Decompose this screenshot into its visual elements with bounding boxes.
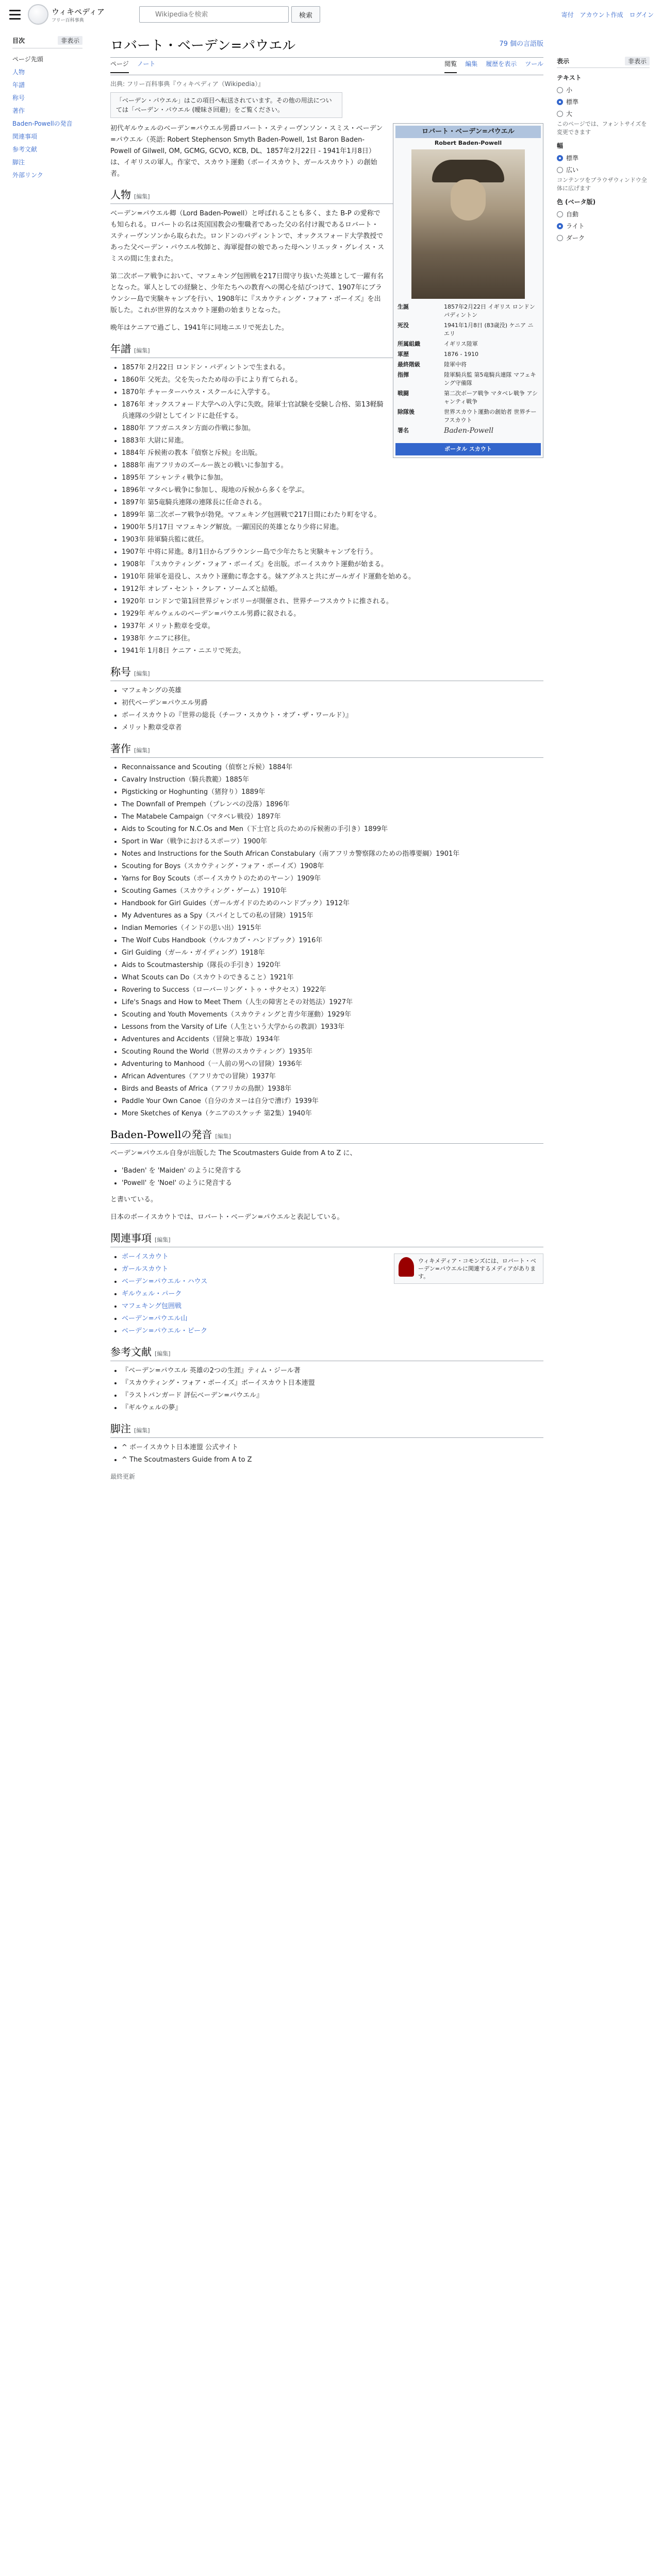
radio-icon [557,211,563,217]
color-auto-radio[interactable] [557,208,650,220]
text-size-small-radio[interactable] [557,84,650,96]
toc-item[interactable]: 外部リンク [12,172,43,179]
section-heading-related [110,1232,543,1247]
appearance-header [557,57,650,68]
list-item: • 1920年 ロンドンで第1回世界ジャンボリーが開催され、世界チーフスカウトに推される。 [122,596,543,607]
list-item: • Scouting Round the World（世界のスカウティング）1935年 [122,1046,543,1058]
list-item-link[interactable]: ボーイスカウト [122,1253,169,1261]
heading-text: 参考文献 [110,1346,152,1358]
toc-item[interactable]: 年譜 [12,81,25,89]
infobox-value: 第二次ボーア戦争 マタベレ戦争 アシャンティ戦争 [444,390,538,405]
color-label: 色 (ベータ版) [557,198,596,206]
infobox-key: 最終階級 [398,361,420,368]
infobox [393,123,543,458]
list-item: • 1941年 1月8日 ケニア・ニエリで死去。 [122,646,543,657]
radio-icon [557,99,563,105]
list-item: • 1903年 陸軍騎兵監に就任。 [122,534,543,546]
signature: Baden-Powell [444,427,494,435]
edit-section-link[interactable]: [編集] [155,1236,171,1243]
create-account-link[interactable]: アカウント作成 [580,11,623,19]
list-item: • 1897年 第5竜騎兵連隊の連隊長に任命される。 [122,497,543,509]
list-item: • 1876年 オックスフォード大学への入学に失敗。陸軍士官試験を受験し合格、第13軽騎兵連隊の少尉としてインドに赴任する。 [122,399,543,422]
heading-text: 称号 [110,666,131,678]
main-menu-button[interactable] [8,7,22,21]
paragraph: 日本のボーイスカウトでは、ロバート・ベーデン=パウエルと表記している。 [110,1213,344,1221]
toc-item[interactable]: ページ先頭 [12,56,43,63]
login-link[interactable]: ログイン [629,11,654,19]
edit-section-link[interactable]: [編集] [155,1350,171,1357]
list-item: • 1870年 チャーターハウス・スクールに入学する。 [122,387,543,398]
heading-text: 脚注 [110,1422,131,1435]
radio-label: 広い [566,166,579,174]
color-dark-radio[interactable] [557,232,650,244]
radio-icon [557,223,563,229]
list-item: • Girl Guiding（ガール・ガイディング）1918年 [122,947,543,959]
main-content [110,29,543,1482]
list-item: • 1880年 アフガニスタン方面の作戦に参加。 [122,423,543,434]
list-item: • Lessons from the Varsity of Life（人生という大学からの教訓）1933年 [122,1022,543,1033]
infobox-key: 指揮 [398,371,409,378]
commons-logo-icon [399,1257,414,1277]
color-light-radio[interactable] [557,220,650,232]
radio-icon [557,167,563,173]
infobox-key: 署名 [398,427,409,434]
list-item: • What Scouts can Do（スカウトのできること）1921年 [122,972,543,984]
page-tabs [110,58,543,75]
width-standard-radio[interactable] [557,152,650,164]
toc-item[interactable]: 称号 [12,94,25,101]
paragraph: 第二次ボーア戦争において、マフェキング包囲戦を217日間守り抜いた英雄として一躍有名となった。軍人としての経験と、少年たちへの教育への関心を結びつけて、1907年にブラウンシー島で実験キャンプを行い、1908年に『スカウティング・フォア・ボーイズ』を出版した。これが世界的なスカウト運動の始まりとなった。 [110,273,384,314]
section-heading-references [110,1346,543,1361]
infobox-row [395,360,541,370]
list-item: • 1910年 陸軍を退役し、スカウト運動に専念する。妹アグネスと共にガールガイド運動を始める。 [122,571,543,583]
toc-title: 目次 [12,37,25,44]
toc-item[interactable]: 人物 [12,69,25,76]
list-item: • My Adventures as a Spy（スパイとしての私の冒険）1915年 [122,910,543,922]
list-item [122,1289,543,1300]
list-item: • 1860年 父死去。父を失ったため母の手により育てられる。 [122,375,543,386]
list-item: • 『スカウティング・フォア・ボーイズ』ボーイスカウト日本連盟 [122,1378,543,1389]
toc-item[interactable]: 脚注 [12,159,25,166]
list-item-link[interactable]: ガールスカウト [122,1265,169,1273]
infobox-value: イギリス陸軍 [444,341,478,347]
list-item: • 1857年 2月22日 ロンドン・パディントンで生まれる。 [122,362,543,374]
list-item: • 1900年 5月17日 マフェキング解放。一躍国民的英雄となり少将に昇進。 [122,522,543,533]
paragraph: ベーデン=パウエル自身が出版した The Scoutmasters Guide from A to Z に、 [110,1149,357,1157]
language-button[interactable]: 79 個の言語版 [499,40,543,48]
list-item: • Scouting Games（スカウティング・ゲーム）1910年 [122,886,543,897]
infobox-title: ロバート・ベーデン=パウエル [395,126,541,138]
works-list [122,762,543,1120]
heading-text: 著作 [110,742,131,755]
infobox-row [395,349,541,360]
list-item: • 1883年 大尉に昇進。 [122,435,543,447]
hatnote: 「ベーデン・パウエル」はこの項目へ転送されています。その他の用法については「ベーデン・パウエル (曖昧さ回避)」をご覧ください。 [110,92,342,118]
infobox-value: 1941年1月8日 (83歳没) ケニア ニエリ [444,322,534,337]
text-size-large-radio[interactable] [557,108,650,120]
infobox-value: 陸軍中将 [444,361,467,368]
list-item: • メリット勲章受章者 [122,722,543,734]
list-item: • African Adventures（アフリカでの冒険）1937年 [122,1071,543,1082]
page-title: ロバート・ベーデン=パウエル [110,29,543,58]
list-item: • Reconnaissance and Scouting（偵察と斥候）1884年 [122,762,543,773]
radio-icon [557,87,563,93]
heading-text: Baden-Powellの発音 [110,1128,212,1141]
logo-wordmark[interactable]: ウィキペディア [52,7,105,16]
list-item: • 1907年 中将に昇進。8月1日からブラウンシー島で少年たちと実験キャンプを行う。 [122,547,543,558]
list-item: • Yarns for Boy Scouts（ボーイスカウトのためのヤーン）1909年 [122,873,543,885]
list-item [122,1301,543,1312]
list-item: • 1895年 アシャンティ戦争に参加。 [122,472,543,484]
logo-tagline: フリー百科事典 [52,18,84,23]
paragraph: 晩年はケニアで過ごし、1941年に同地ニエリで死去した。 [110,324,288,332]
commons-text[interactable]: ウィキメディア・コモンズには、ロバート・ベーデン=パウエルに関連するメディアがあります。 [418,1258,536,1280]
site-header [0,0,662,29]
paragraph: ベーデン=パウエル卿（Lord Baden-Powell）と呼ばれることも多く、また B-P の愛称でも知られる。ロバートの名は英国国教会の聖職者であった父の名付け親であるロバート・スティーヴンソンから取られた。ロンドンのパディントンで、オックスフォード大学教授であった父ベーデン・パウエル牧師と、海軍提督の娘であった母ヘンリエッタ・グレイス・スミスの間に生まれた。 [110,210,385,263]
list-item: • Aids to Scoutmastership（隊長の手引き）1920年 [122,960,543,971]
titles-list [122,685,543,734]
list-item: • More Sketches of Kenya（ケニアのスケッチ 第2集）1940年 [122,1108,543,1120]
edit-section-link[interactable]: [編集] [134,670,150,677]
infobox-row [395,339,541,349]
list-item: • 『ラストバンガード 評伝ベーデン=パウエル』 [122,1390,543,1401]
toc-item[interactable]: Baden-Powellの発音 [12,120,73,127]
appearance-title: 表示 [557,58,570,65]
list-item: • Cavalry Instruction（騎兵教範）1885年 [122,774,543,786]
radio-label: ライト [566,223,585,230]
width-wide-radio[interactable] [557,164,650,176]
list-item: • Life's Snags and How to Meet Them（人生の障害とその対処法）1927年 [122,997,543,1008]
list-item: • 『ベーデン=パウエル 英雄の2つの生涯』ティム・ジール著 [122,1365,543,1377]
donate-link[interactable]: 寄付 [561,11,574,19]
list-item: • 'Baden' を 'Maiden' のように発音する [122,1165,543,1177]
list-item: • Adventures and Accidents（冒険と事故）1934年 [122,1034,543,1045]
infobox-key: 所属組織 [398,341,420,347]
list-item: • 1937年 メリット勲章を受章。 [122,621,543,632]
radio-label: 標準 [566,98,579,106]
pronunciation-list [122,1165,543,1189]
list-item: • Aids to Scouting for N.C.Os and Men（下士官と兵のための斥候術の手引き）1899年 [122,824,543,835]
user-links [561,10,654,19]
list-item: • ボーイスカウトの『世界の総長（チーフ・スカウト・オブ・ザ・ワールド）』 [122,710,543,721]
edit-section-link[interactable]: [編集] [134,747,150,754]
section-heading-titles [110,666,543,681]
edit-section-link[interactable]: [編集] [134,193,150,200]
infobox-key: 戦闘 [398,390,409,397]
heading-text: 関連事項 [110,1232,152,1244]
portal-scout-link[interactable]: ポータル スカウト [395,443,541,455]
tab-article[interactable]: ページ [110,59,129,73]
list-item: • 1899年 第二次ボーア戦争が勃発。マフェキング包囲戦で217日間にわたり町を守る。 [122,510,543,521]
references-list [122,1365,543,1414]
section-heading-notes [110,1423,543,1438]
source-line: 出典: フリー百科事典『ウィキペディア（Wikipedia）』 [110,80,264,88]
list-item [122,1313,543,1325]
infobox-value: 陸軍騎兵監 第5竜騎兵連隊 マフェキング守備隊 [444,371,536,386]
list-item-link[interactable]: ベーデン=パウエル・ハウス [122,1278,208,1285]
infobox-key: 生誕 [398,303,409,310]
radio-label: 標準 [566,155,579,162]
list-item-link[interactable]: ベーデン=パウエル山 [122,1315,188,1323]
search-input[interactable] [139,6,289,23]
infobox-row [395,302,541,320]
list-item: • 1908年 『スカウティング・フォア・ボーイズ』を出版。ボーイスカウト運動が始まる。 [122,559,543,570]
list-item: • ^ The Scoutmasters Guide from A to Z [122,1454,543,1466]
text-size-hint: このページでは、フォントサイズを変更できます [557,121,647,135]
intro-paragraph: 初代ギルウェルのベーデン=パウエル男爵ロバート・スティーヴンソン・スミス・ベーデン=パウエル（英語: Robert Stephenson Smyth Baden-Powell, 1st Baron Baden-Powell of Gilwell, OM, GCMG, GCVO, KCB, DL、1857年2月22日 - 1941年1月8日）は、イギリスの軍人。作家で、スカウト運動（ボーイスカウト、ガールスカウト）の創始者。 [110,125,383,178]
heading-text: 人物 [110,189,131,201]
radio-icon [557,111,563,117]
tab-tools[interactable]: ツール [525,60,543,67]
edit-section-link[interactable]: [編集] [134,1427,150,1434]
infobox-value: 1876 - 1910 [444,351,478,358]
infobox-row [395,388,541,407]
list-item: • Pigsticking or Hoghunting（猪狩り）1889年 [122,787,543,798]
list-item [122,1326,543,1337]
infobox-value: 世界スカウト運動の創始者 世界チーフスカウト [444,409,537,423]
toc-sidebar [0,36,82,181]
infobox-table [395,302,541,439]
appearance-panel [557,57,650,244]
list-item: • Adventuring to Manhood（一人前の男への冒険）1936年 [122,1059,543,1070]
list-item: • 1912年 オレブ・セント・クレア・ソームズと結婚。 [122,584,543,595]
list-item: • The Wolf Cubs Handbook（ウルフカブ・ハンドブック）1916年 [122,935,543,946]
tab-history[interactable]: 履歴を表示 [486,60,517,67]
notes-list [122,1442,543,1466]
list-item-link[interactable]: ベーデン=パウエル・ピーク [122,1327,208,1335]
infobox-key: 除隊後 [398,409,415,415]
infobox-row [395,407,541,426]
infobox-key: 軍歴 [398,351,409,358]
list-item: • Paddle Your Own Canoe（自分のカヌーは自分で漕げ）1939年 [122,1096,543,1107]
list-item: • 1888年 南アフリカのズールー族との戦いに参加する。 [122,460,543,471]
section-heading-pronunciation [110,1129,543,1144]
appearance-hide-button[interactable]: 非表示 [625,57,650,65]
tab-read[interactable]: 閲覧 [444,59,457,73]
list-item: • 初代ベーデン=パウエル男爵 [122,698,543,709]
infobox-value: 1857年2月22日 イギリス ロンドン パディントン [444,303,535,318]
commons-box [394,1253,543,1284]
list-item: • マフェキングの英雄 [122,685,543,697]
footer-note: 最終更新 [110,1473,136,1480]
list-item: • Sport in War（戦争におけるスポーツ）1900年 [122,836,543,848]
tab-talk[interactable]: ノート [137,60,156,67]
list-item: • Notes and Instructions for the South African Constabulary（南アフリカ警察隊のための指導要綱）1901年 [122,849,543,860]
radio-label: 大 [566,110,573,117]
list-item: • 'Powell' を 'Noel' のように発音する [122,1178,543,1189]
toc-item[interactable]: 著作 [12,107,25,114]
width-hint: コンテンツをブラウザウィンドウ全体に広げます [557,177,647,192]
infobox-row [395,370,541,388]
infobox-row [395,426,541,439]
list-item: • Scouting for Boys（スカウティング・フォア・ボーイズ）1908年 [122,861,543,872]
toc-header [12,36,82,48]
toc-item[interactable]: 関連事項 [12,133,38,140]
portrait-photo[interactable] [411,149,525,299]
search-button[interactable]: 検索 [291,6,320,23]
list-item: • Birds and Beasts of Africa（アフリカの鳥獣）1938年 [122,1083,543,1095]
section-heading-works [110,743,543,758]
infobox-row [395,320,541,339]
width-label: 幅 [557,142,564,149]
radio-icon [557,155,563,161]
list-item: • 1884年 斥候術の教本『偵察と斥候』を出版。 [122,448,543,459]
infobox-key: 死没 [398,322,409,329]
radio-label: 自動 [566,211,579,218]
list-item: • Handbook for Girl Guides（ガールガイドのためのハンドブック）1912年 [122,898,543,909]
list-item-link[interactable]: マフェキング包囲戦 [122,1302,181,1310]
paragraph: と書いている。 [110,1196,158,1204]
list-item: • 1896年 マタベレ戦争に参加し、現地の斥候から多くを学ぶ。 [122,485,543,496]
list-item: • Indian Memories（インドの思い出）1915年 [122,923,543,934]
text-size-standard-radio[interactable] [557,96,650,108]
list-item: • 『ギルウェルの夢』 [122,1402,543,1414]
list-item-link[interactable]: ギルウェル・パーク [122,1290,182,1298]
list-item: • Rovering to Success（ローバーリング・トゥ・サクセス）1922年 [122,985,543,996]
tab-edit[interactable]: 編集 [465,60,478,67]
infobox-subtitle: Robert Baden-Powell [434,140,502,146]
radio-label: ダーク [566,234,585,242]
radio-label: 小 [566,87,573,94]
list-item: • 1929年 ギルウェルのベーデン=パウエル男爵に叙される。 [122,608,543,620]
list-item: • Scouting and Youth Movements（スカウティングと青少年運動）1929年 [122,1009,543,1021]
edit-section-link[interactable]: [編集] [215,1133,231,1140]
heading-text: 年譜 [110,343,131,355]
text-size-label: テキスト [557,74,582,81]
toc-item[interactable]: 参考文献 [12,146,38,153]
toc-hide-button[interactable]: 非表示 [58,36,82,45]
article-body [110,92,543,1482]
edit-section-link[interactable]: [編集] [134,347,150,354]
list-item: • The Matabele Campaign（マタベレ戦役）1897年 [122,811,543,823]
list-item: • The Downfall of Prempeh（プレンペの没落）1896年 [122,799,543,810]
list-item: • 1938年 ケニアに移住。 [122,633,543,645]
wikipedia-globe-logo[interactable] [28,4,48,25]
list-item: • ^ ボーイスカウト日本連盟 公式サイト [122,1442,543,1453]
radio-icon [557,235,563,241]
